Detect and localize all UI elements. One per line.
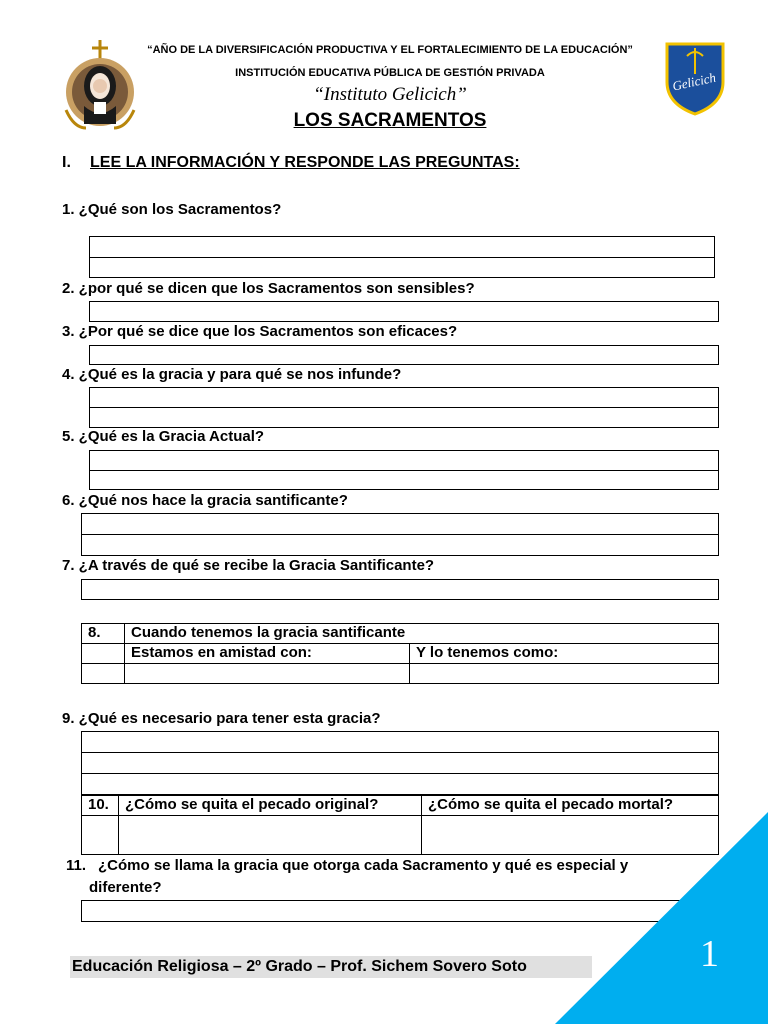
table-8-empty-cell [82, 664, 125, 684]
question-7: 7. ¿A través de qué se recibe la Gracia Santificante? [62, 557, 435, 574]
table-10-answer-1[interactable] [119, 816, 422, 855]
section-number: I. [62, 154, 71, 171]
table-8-heading: Cuando tenemos la gracia santificante [125, 624, 719, 644]
page-number: 1 [700, 933, 719, 975]
table-10-number: 10. [82, 796, 119, 816]
question-9: 9. ¿Qué es necesario para tener esta gracia? [62, 710, 381, 727]
answer-box-1[interactable] [89, 236, 715, 278]
question-11-line-1: ¿Cómo se llama la gracia que otorga cada Sacramento y qué es especial y [98, 857, 629, 874]
table-8-empty-cell [82, 644, 125, 664]
question-4: 4. ¿Qué es la gracia y para qué se nos infunde? [62, 366, 402, 383]
answer-box-6[interactable] [81, 513, 719, 556]
nun-portrait-logo [62, 40, 138, 132]
header-motto: “AÑO DE LA DIVERSIFICACIÓN PRODUCTIVA Y EL FORTALECIMIENTO DE LA EDUCACIÓN” [147, 44, 633, 56]
table-8-answer-2[interactable] [410, 664, 719, 684]
table-10-col2: ¿Cómo se quita el pecado mortal? [422, 796, 719, 816]
answer-box-9[interactable] [81, 731, 719, 795]
answer-box-3[interactable] [89, 345, 719, 365]
corner-triangle-decoration [555, 812, 768, 1024]
table-8-number: 8. [82, 624, 125, 644]
table-8-col1: Estamos en amistad con: [125, 644, 410, 664]
question-5: 5. ¿Qué es la Gracia Actual? [62, 428, 265, 445]
table-8-answer-1[interactable] [125, 664, 410, 684]
question-1: 1. ¿Qué son los Sacramentos? [62, 201, 282, 218]
question-11-line-2: diferente? [89, 879, 162, 896]
section-title: LEE LA INFORMACIÓN Y RESPONDE LAS PREGUNTAS: [90, 154, 520, 171]
question-11-number: 11. [66, 857, 87, 874]
shield-text: Gelicich [670, 69, 718, 94]
table-10-col1: ¿Cómo se quita el pecado original? [119, 796, 422, 816]
page-title: LOS SACRAMENTOS [293, 110, 487, 131]
table-10-empty-cell [82, 816, 119, 855]
table-8 [81, 623, 719, 684]
question-6: 6. ¿Qué nos hace la gracia santificante? [62, 492, 348, 509]
answer-box-4[interactable] [89, 387, 719, 428]
answer-box-2[interactable] [89, 301, 719, 322]
question-3: 3. ¿Por qué se dice que los Sacramentos son eficaces? [62, 323, 458, 340]
answer-box-7[interactable] [81, 579, 719, 600]
footer-text: Educación Religiosa – 2º Grado – Prof. Sichem Sovero Soto [70, 956, 592, 978]
header-school-name: “Instituto Gelicich” [313, 84, 467, 105]
answer-box-5[interactable] [89, 450, 719, 490]
table-8-col2: Y lo tenemos como: [410, 644, 719, 664]
gelicich-shield-logo [665, 42, 725, 116]
question-2: 2. ¿por qué se dicen que los Sacramentos son sensibles? [62, 280, 475, 297]
header-institution: INSTITUCIÓN EDUCATIVA PÚBLICA DE GESTIÓN PRIVADA [235, 67, 545, 79]
